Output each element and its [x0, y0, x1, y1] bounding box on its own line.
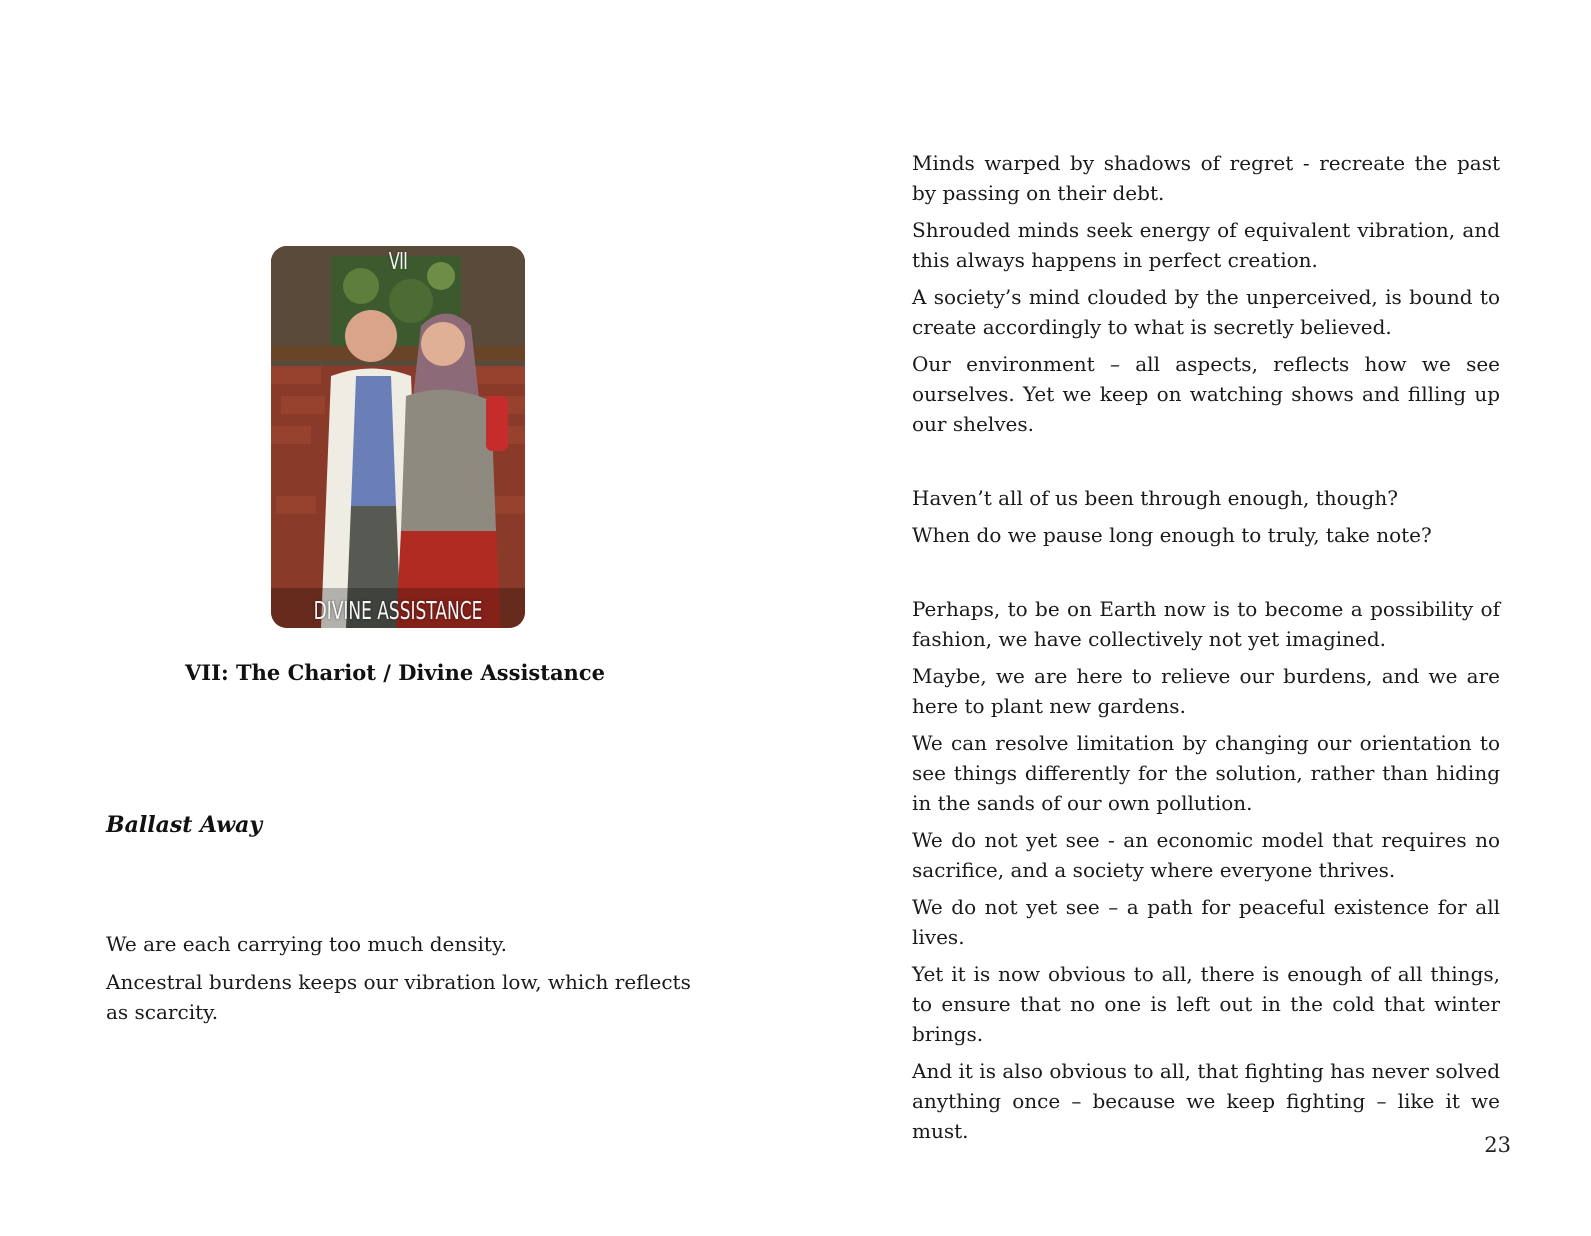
- left-page: [0, 0, 790, 1236]
- paragraph: And it is also obvious to all, that fighting has never solved anything once – because we keep fighting – like it we must.: [912, 1059, 1500, 1143]
- left-body-text: [106, 929, 706, 1035]
- paragraph: Yet it is now obvious to all, there is enough of all things, to ensure that no one is left out in the cold that winter brings.: [912, 962, 1500, 1046]
- paragraph: Haven’t all of us been through enough, though?: [912, 486, 1398, 510]
- right-body-text: [912, 148, 1500, 1153]
- paragraph: Maybe, we are here to relieve our burdens, and we are here to plant new gardens.: [912, 664, 1500, 718]
- card-numeral: VII: [388, 249, 408, 275]
- paragraph: We do not yet see - an economic model that requires no sacrifice, and a society where everyone thrives.: [912, 828, 1500, 882]
- card-photo: [271, 246, 525, 628]
- paragraph: We can resolve limitation by changing our orientation to see things differently for the solution, rather than hiding in the sands of our own pollution.: [912, 731, 1500, 815]
- paragraph: Perhaps, to be on Earth now is to become a possibility of fashion, we have collectively not yet imagined.: [912, 597, 1500, 651]
- paragraph: Ancestral burdens keeps our vibration low, which reflects as scarcity.: [106, 970, 691, 1024]
- paragraph: We are each carrying too much density.: [106, 932, 507, 956]
- paragraph: Minds warped by shadows of regret - recreate the past by passing on their debt.: [912, 151, 1500, 205]
- card-name: DIVINE ASSISTANCE: [313, 596, 483, 625]
- stanza-break: [912, 446, 1500, 483]
- stanza-break: [912, 557, 1500, 594]
- card-caption: VII: The Chariot / Divine Assistance: [185, 660, 605, 685]
- page-number: 23: [1484, 1133, 1511, 1157]
- paragraph: Shrouded minds seek energy of equivalent vibration, and this always happens in perfect creation.: [912, 218, 1500, 272]
- paragraph: We do not yet see – a path for peaceful existence for all lives.: [912, 895, 1500, 949]
- paragraph: A society’s mind clouded by the unperceived, is bound to create accordingly to what is secretly believed.: [912, 285, 1500, 339]
- paragraph: Our environment – all aspects, reflects how we see ourselves. Yet we keep on watching shows and filling up our shelves.: [912, 352, 1500, 436]
- section-title: Ballast Away: [106, 812, 263, 838]
- paragraph: When do we pause long enough to truly, take note?: [912, 523, 1432, 547]
- tarot-card-image: [271, 246, 525, 628]
